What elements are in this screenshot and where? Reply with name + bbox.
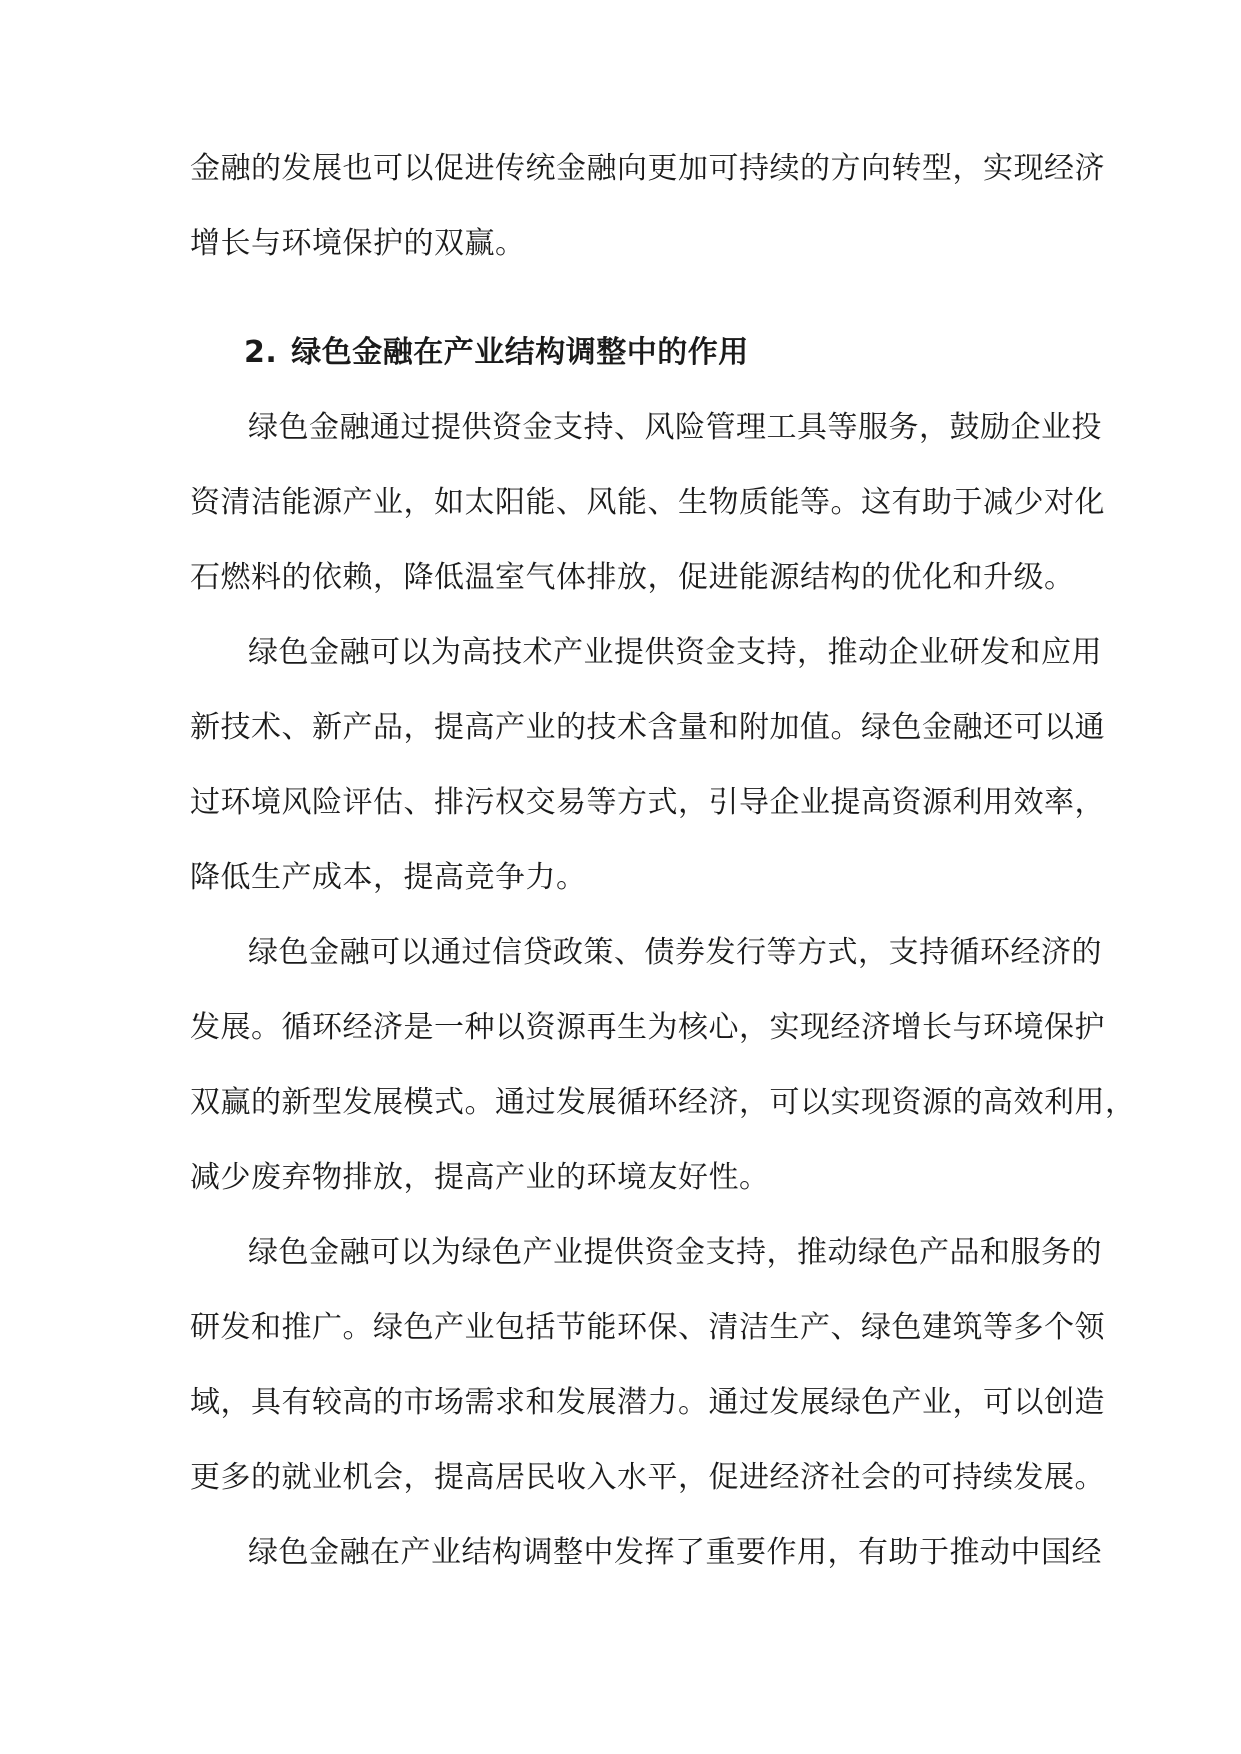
text-line: 绿色金融可以为高技术产业提供资金支持，推动企业研发和应用 — [248, 635, 1102, 670]
section-spacer — [190, 293, 1052, 327]
text-line: 双赢的新型发展模式。通过发展循环经济，可以实现资源的高效利用， — [190, 1085, 1136, 1120]
text-line: 金融的发展也可以促进传统金融向更加可持续的方向转型，实现经济 — [190, 151, 1105, 186]
text-line: 新技术、新产品，提高产业的技术含量和附加值。绿色金融还可以通 — [190, 710, 1105, 745]
text-line: 石燃料的依赖，降低温室气体排放，促进能源结构的优化和升级。 — [190, 560, 1075, 595]
text-line: 发展。循环经济是一种以资源再生为核心，实现经济增长与环境保护 — [190, 1010, 1105, 1045]
text-line: 绿色金融可以为绿色产业提供资金支持，推动绿色产品和服务的 — [248, 1235, 1102, 1270]
section-heading — [190, 327, 1052, 402]
section-number: 2. — [244, 335, 278, 370]
paragraph-green-industry — [190, 1227, 1105, 1527]
paragraph-conclusion — [190, 1527, 1102, 1602]
text-line: 降低生产成本，提高竞争力。 — [190, 860, 587, 895]
text-line: 过环境风险评估、排污权交易等方式，引导企业提高资源利用效率， — [190, 785, 1105, 820]
text-line: 资清洁能源产业，如太阳能、风能、生物质能等。这有助于减少对化 — [190, 485, 1105, 520]
text-line: 增长与环境保护的双赢。 — [190, 226, 526, 261]
text-line: 绿色金融可以通过信贷政策、债券发行等方式，支持循环经济的 — [248, 935, 1102, 970]
text-line: 绿色金融在产业结构调整中发挥了重要作用，有助于推动中国经 — [248, 1535, 1102, 1570]
paragraph-clean-energy — [190, 402, 1105, 627]
text-line: 减少废弃物排放，提高产业的环境友好性。 — [190, 1160, 770, 1195]
text-line: 绿色金融通过提供资金支持、风险管理工具等服务，鼓励企业投 — [248, 410, 1102, 445]
text-line: 域，具有较高的市场需求和发展潜力。通过发展绿色产业，可以创造 — [190, 1385, 1105, 1420]
paragraph-circular-economy — [190, 927, 1136, 1227]
text-line: 研发和推广。绿色产业包括节能环保、清洁生产、绿色建筑等多个领 — [190, 1310, 1105, 1345]
text-line: 更多的就业机会，提高居民收入水平，促进经济社会的可持续发展。 — [190, 1460, 1105, 1495]
continuation-paragraph — [190, 143, 1105, 293]
paragraph-high-tech — [190, 627, 1105, 927]
document-body — [190, 143, 1136, 1602]
section-title: 绿色金融在产业结构调整中的作用 — [291, 335, 749, 370]
